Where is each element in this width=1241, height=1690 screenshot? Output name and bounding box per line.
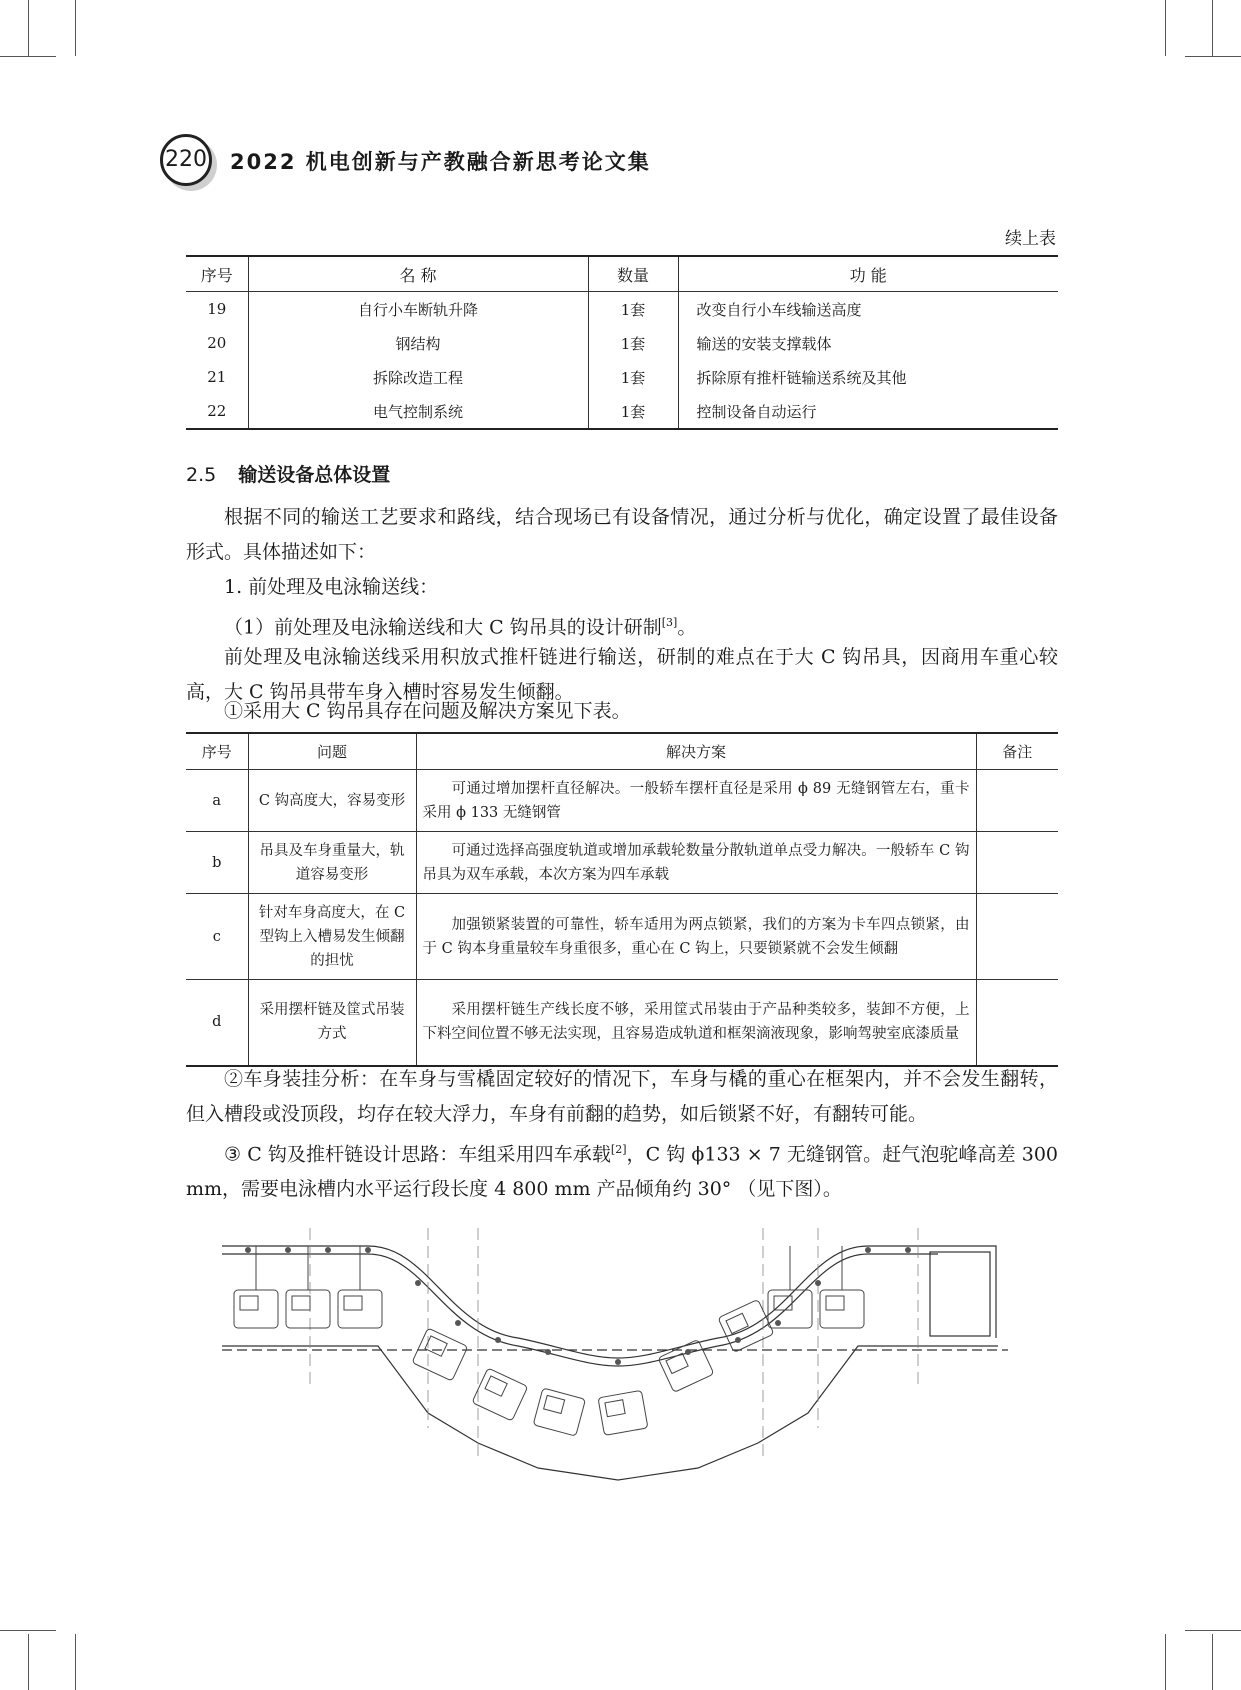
car-body xyxy=(472,1368,528,1421)
crop-mark xyxy=(1165,1634,1166,1690)
crop-mark xyxy=(28,0,29,56)
crop-mark xyxy=(1212,1634,1213,1690)
col-header: 解决方案 xyxy=(416,733,976,770)
hanger-node xyxy=(735,1337,741,1343)
cell-solution: 可通过增加摆杆直径解决。一般轿车摆杆直径是采用 ϕ 89 无缝钢管左右，重卡采用 ϕ 133 无缝钢管 xyxy=(416,770,976,832)
track-rail xyxy=(222,1246,938,1358)
col-header: 功 能 xyxy=(678,256,1058,292)
table-header-row xyxy=(186,256,1058,292)
cell-problem: 吊具及车身重量大，轨道容易变形 xyxy=(248,832,416,894)
col-header: 备注 xyxy=(976,733,1058,770)
cell-function: 输送的安装支撑载体 xyxy=(678,326,1058,360)
hanger-node xyxy=(415,1280,421,1286)
table-continued-label: 续上表 xyxy=(1005,229,1056,249)
cell-index: 20 xyxy=(207,334,227,352)
cell-index: 22 xyxy=(207,402,227,420)
paragraph: 前处理及电泳输送线采用积放式推杆链进行输送，研制的难点在于大 C 钩吊具，因商用车重心较高，大 C 钩吊具带车身入槽时容易发生倾翻。 xyxy=(186,646,1058,703)
cell-solution: 可通过选择高强度轨道或增加承载轮数量分散轨道单点受力解决。一般轿车 C 钩吊具为双车承载，本次方案为四车承载 xyxy=(416,832,976,894)
cell-problem: 采用摆杆链及筐式吊装方式 xyxy=(248,980,416,1066)
cell-note xyxy=(976,832,1058,894)
cell-note xyxy=(976,980,1058,1066)
cell-quantity: 1套 xyxy=(588,326,678,360)
citation: [3] xyxy=(661,616,678,629)
hanger-node xyxy=(615,1359,621,1365)
cell-function: 控制设备自动运行 xyxy=(678,394,1058,429)
crop-mark xyxy=(1212,0,1213,56)
col-header: 问题 xyxy=(248,733,416,770)
cell-index: d xyxy=(212,1014,222,1031)
section-heading xyxy=(186,460,390,487)
table-header-row xyxy=(186,733,1058,770)
cell-problem: C 钩高度大，容易变形 xyxy=(248,770,416,832)
hanger-node xyxy=(245,1247,251,1253)
frame-box xyxy=(930,1252,990,1336)
hanger-node xyxy=(455,1320,461,1326)
crop-mark xyxy=(0,1630,56,1631)
table-row xyxy=(186,326,1058,360)
hanger-node xyxy=(905,1247,911,1253)
car-body xyxy=(768,1246,812,1328)
cell-index: a xyxy=(186,770,248,832)
crop-mark xyxy=(75,1634,76,1690)
car-body xyxy=(820,1246,864,1328)
cell-note xyxy=(976,770,1058,832)
cell-name: 电气控制系统 xyxy=(248,394,588,429)
hanger-node xyxy=(865,1247,871,1253)
cell-name: 拆除改造工程 xyxy=(248,360,588,394)
cell-function: 改变自行小车线输送高度 xyxy=(678,292,1058,327)
paragraph: ①采用大 C 钩吊具存在问题及解决方案见下表。 xyxy=(224,700,631,722)
paragraph xyxy=(186,1132,1058,1207)
cell-index: 21 xyxy=(207,368,227,386)
section-number: 2.5 xyxy=(186,464,217,486)
paragraph-text: ③ C 钩及推杆链设计思路：车组采用四车承载 xyxy=(224,1143,611,1166)
cell-name: 钢结构 xyxy=(248,326,588,360)
table-row xyxy=(186,770,1058,832)
paragraph-text: 。 xyxy=(677,616,697,639)
hanger-node xyxy=(285,1247,291,1253)
car-body xyxy=(412,1328,468,1381)
paragraph: ②车身装挂分析：在车身与雪橇固定较好的情况下，车身与橇的重心在框架内，并不会发生翻转，但入槽段或没顶段，均存在较大浮力，车身有前翻的趋势，如后锁紧不好，有翻转可能。 xyxy=(186,1068,1058,1125)
book-title: 2022 机电创新与产教融合新思考论文集 xyxy=(230,150,651,174)
conveyor-line-drawing xyxy=(218,1228,1018,1528)
table-row xyxy=(186,980,1058,1066)
paragraph-text: ，C 钩 ϕ133 × 7 无缝钢管。赶气泡驼峰高差 300 mm，需要电泳槽内水平运行段长度 4 800 mm 产品倾角约 30° （见下图）。 xyxy=(186,1143,1059,1201)
col-header: 序号 xyxy=(186,256,248,292)
hanger-node xyxy=(775,1320,781,1326)
paragraph: 1. 前处理及电泳输送线： xyxy=(224,576,439,598)
table-row xyxy=(186,832,1058,894)
cell-index: b xyxy=(186,832,248,894)
crop-mark xyxy=(1185,56,1241,57)
cell-solution: 加强锁紧装置的可靠性，轿车适用为两点锁紧，我们的方案为卡车四点锁紧，由于 C 钩本身重量较车身重很多，重心在 C 钩上，只要锁紧就不会发生倾翻 xyxy=(416,894,976,980)
car-body xyxy=(338,1246,382,1328)
col-header: 序号 xyxy=(186,733,248,770)
hanger-node xyxy=(325,1247,331,1253)
section-title: 输送设备总体设置 xyxy=(238,464,391,486)
cell-solution: 采用摆杆链生产线长度不够，采用筐式吊装由于产品种类较多，装卸不方便，上下料空间位置不够无法实现，且容易造成轨道和框架滴液现象，影响驾驶室底漆质量 xyxy=(416,980,976,1066)
car-body xyxy=(533,1388,585,1436)
cell-index: c xyxy=(186,894,248,980)
cell-note xyxy=(976,894,1058,980)
col-header: 数量 xyxy=(588,256,678,292)
crop-mark xyxy=(1165,0,1166,56)
cell-quantity: 1套 xyxy=(588,360,678,394)
crop-mark xyxy=(0,56,56,57)
cell-problem: 针对车身高度大，在 C 型钩上入槽易发生倾翻的担忧 xyxy=(248,894,416,980)
cell-quantity: 1套 xyxy=(588,292,678,327)
hanger-node xyxy=(545,1349,551,1355)
car-body xyxy=(234,1246,278,1328)
page-number: 220 xyxy=(160,134,212,186)
paragraph-text: （1）前处理及电泳输送线和大 C 钩吊具的设计研制 xyxy=(224,616,662,639)
citation: [2] xyxy=(610,1143,627,1156)
table-row xyxy=(186,394,1058,429)
car-body xyxy=(658,1339,714,1392)
hanger-node xyxy=(495,1337,501,1343)
hanger-node xyxy=(815,1280,821,1286)
table-row xyxy=(186,360,1058,394)
table-row xyxy=(186,292,1058,327)
col-header: 名 称 xyxy=(248,256,588,292)
frame-outline xyxy=(938,1246,996,1338)
cell-quantity: 1套 xyxy=(588,394,678,429)
paragraph: 根据不同的输送工艺要求和路线，结合现场已有设备情况，通过分析与优化，确定设置了最佳设备形式。具体描述如下： xyxy=(186,506,1058,563)
equipment-table xyxy=(186,255,1058,430)
car-body xyxy=(598,1390,648,1435)
cell-index: 19 xyxy=(207,300,227,318)
hanger-node xyxy=(365,1247,371,1253)
car-body xyxy=(286,1246,330,1328)
hanger-node xyxy=(685,1349,691,1355)
cell-name: 自行小车断轨升降 xyxy=(248,292,588,327)
crop-mark xyxy=(75,0,76,56)
crop-mark xyxy=(28,1634,29,1690)
table-row xyxy=(186,894,1058,980)
cell-function: 拆除原有推杆链输送系统及其他 xyxy=(678,360,1058,394)
problem-solution-table xyxy=(186,732,1058,1067)
crop-mark xyxy=(1185,1630,1241,1631)
